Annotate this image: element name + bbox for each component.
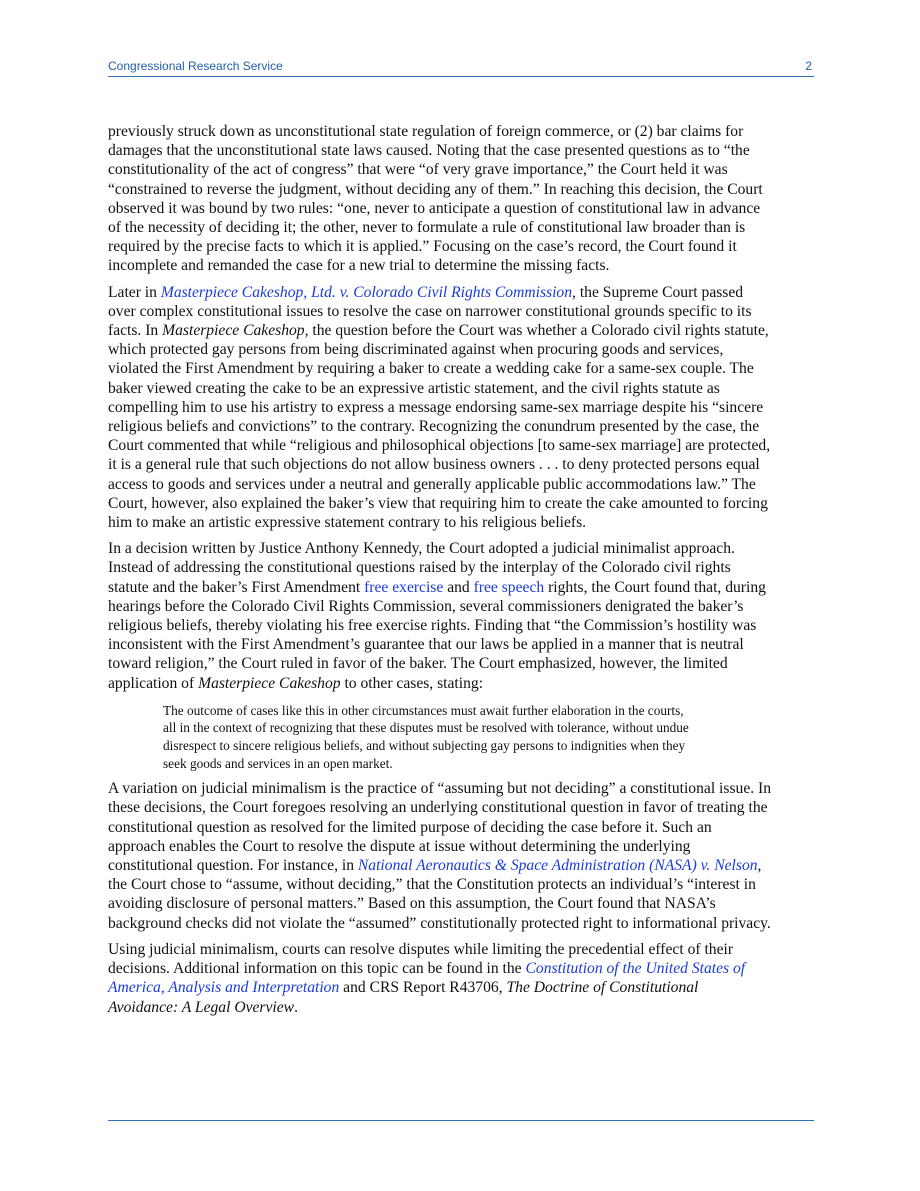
quote-line: disrespect to sincere religious beliefs, and without subjecting gay persons to indignities when they [163, 738, 686, 754]
text-line: constitutional question as resolved for the limited purpose of deciding the case before it. Such an [108, 818, 712, 836]
case-name-italic: Masterpiece Cakeshop [162, 322, 305, 340]
text-line [108, 284, 743, 301]
text-line: violated the First Amendment by requiring a baker to create a wedding cake for a same-sex couple. The [108, 360, 754, 378]
text-line: damages that the unconstitutional state laws caused. Noting that the case presented questions as to “the [108, 142, 750, 160]
text-fragment: application of [108, 674, 199, 692]
report-title-italic: Avoidance: A Legal Overview [108, 998, 295, 1016]
link-text: America, Analysis and Interpretation [108, 979, 340, 997]
text-line: the Court chose to “assume, without deciding,” that the Constitution protects an individual’s “interest in [108, 876, 756, 894]
text-line [108, 960, 745, 977]
quote-line: The outcome of cases like this in other circumstances must await further elaboration in the courts, [163, 702, 684, 718]
paragraph-2 [108, 283, 816, 533]
text-line: inconsistent with the First Amendment’s guarantee that our laws be applied in a manner that is neutral [108, 636, 744, 654]
free-speech-link[interactable]: free speech [473, 578, 545, 596]
text-line: constitutionality of the act of congress” that were “of very grave importance,” the Court held it was [108, 161, 728, 179]
text-line [108, 999, 298, 1016]
page-header [108, 57, 814, 77]
free-exercise-link[interactable]: free exercise [364, 578, 444, 596]
text-fragment: rights, the Court found that, during [544, 578, 766, 596]
text-line: avoiding disclosure of personal matters.” Based on this assumption, the Court found that NASA’s [108, 895, 716, 913]
text-line: over complex constitutional issues to resolve the case on narrower constitutional grounds specific to its [108, 302, 752, 320]
text-line: approach enables the Court to resolve the dispute at issue without determining the underlying [108, 837, 691, 855]
text-line: Instead of addressing the constitutional questions raised by the interplay of the Colorado civil rights [108, 559, 731, 577]
text-line [108, 579, 766, 596]
text-fragment: statute and the baker’s First Amendment [108, 578, 365, 596]
text-line [108, 979, 698, 996]
text-line: required by the precise facts to which it is applied.” Focusing on the case’s record, the Court found it [108, 238, 737, 256]
constitution-annotated-link[interactable] [526, 960, 746, 977]
text-line: of the necessity of deciding it; the other, never to formulate a rule of constitutional law broader than is [108, 219, 746, 237]
text-line: incomplete and remanded the case for a new trial to determine the missing facts. [108, 257, 610, 275]
page-number: 2 [805, 59, 812, 73]
text-line: access to goods and services under a neutral and generally applicable public accommodations law.” The [108, 475, 756, 493]
link-text: Constitution of the United States of [525, 960, 746, 978]
text-line: “constrained to reverse the judgment, without deciding any of them.” In reaching this decision, the Court [108, 180, 763, 198]
text-fragment: and [443, 578, 474, 596]
text-fragment: , the question before the Court was whether a Colorado civil rights statute, [304, 322, 769, 340]
text-line [108, 857, 761, 874]
text-fragment: Later in [108, 283, 161, 301]
footer-divider [108, 1120, 814, 1121]
link-text: Masterpiece Cakeshop, Ltd. v. Colorado Civil Rights Commission [160, 283, 573, 301]
text-line: A variation on judicial minimalism is the practice of “assuming but not deciding” a constitutional issue. In [108, 780, 772, 798]
text-line: Court commented that while “religious and philosophical objections [to same-sex marriage] are protected, [108, 437, 771, 455]
text-line: previously struck down as unconstitutional state regulation of foreign commerce, or (2) bar claims for [108, 123, 744, 140]
text-line: In a decision written by Justice Anthony Kennedy, the Court adopted a judicial minimalist approach. [108, 540, 735, 558]
text-line [108, 322, 769, 339]
paragraph-3 [108, 539, 816, 693]
text-fragment: constitutional question. For instance, in [108, 857, 358, 875]
text-fragment: decisions. Additional information on this topic can be found in the [108, 960, 526, 978]
text-line: these decisions, the Court foregoes resolving an underlying constitutional question in favor of treating the [108, 799, 768, 817]
case-name-italic: Masterpiece Cakeshop [198, 674, 341, 692]
nasa-v-nelson-link[interactable] [358, 857, 758, 874]
block-quote [163, 702, 763, 772]
text-line: compelling him to use his artistry to express a message endorsing same-sex marriage despite his “sincere [108, 398, 764, 416]
link-text: National Aeronautics & Space Administration (NASA) v. Nelson [357, 857, 758, 875]
text-line: it is a general rule that such objections do not allow business owners . . . to deny protected persons equal [108, 456, 760, 474]
text-line: religious beliefs and convictions” to the contrary. Recognizing the conundrum presented by the case, the [108, 418, 760, 436]
text-line: observed it was bound by two rules: “one, never to anticipate a question of constitutional law in advance [108, 199, 761, 217]
report-title-italic: The Doctrine of Constitutional [506, 979, 699, 997]
text-line: religious beliefs, thereby violating his free exercise rights. Finding that “the Commission’s hostility was [108, 617, 757, 635]
document-body [108, 122, 816, 1024]
text-fragment: to other cases, stating: [340, 674, 484, 692]
quote-line: seek goods and services in an open market. [163, 755, 393, 771]
text-line: Using judicial minimalism, courts can resolve disputes while limiting the precedential effect of their [108, 940, 734, 958]
text-line: Court, however, also explained the baker’s view that requiring him to create the cake amounted to forcing [108, 494, 768, 512]
text-line: hearings before the Colorado Civil Rights Commission, several commissioners denigrated the baker’s [108, 597, 744, 615]
text-line: which protected gay persons from being discriminated against when procuring goods and services, [108, 341, 724, 359]
paragraph-4 [108, 779, 816, 933]
paragraph-1 [108, 122, 816, 276]
text-fragment: facts. In [108, 322, 163, 340]
text-line: him to make an artistic expressive statement contrary to his religious beliefs. [108, 514, 587, 532]
text-fragment: , the Supreme Court passed [572, 283, 744, 301]
text-fragment: and CRS Report R43706, [339, 979, 507, 997]
constitution-annotated-link-cont[interactable] [108, 979, 339, 996]
text-line [108, 675, 483, 692]
text-line: toward religion,” the Court ruled in favor of the baker. The Court emphasized, however, the limited [108, 655, 728, 673]
paragraph-5 [108, 940, 816, 1017]
text-line: baker viewed creating the cake to be an expressive artistic statement, and the civil rights statute as [108, 379, 720, 397]
header-org-name: Congressional Research Service [108, 59, 283, 73]
text-fragment: . [294, 998, 298, 1016]
quote-line: all in the context of recognizing that these disputes must be resolved with tolerance, without undue [163, 720, 689, 736]
text-fragment: , [757, 857, 762, 875]
masterpiece-cakeshop-link[interactable] [161, 284, 572, 301]
text-line: background checks did not violate the “assumed” constitutionally protected right to informational privacy. [108, 914, 771, 932]
